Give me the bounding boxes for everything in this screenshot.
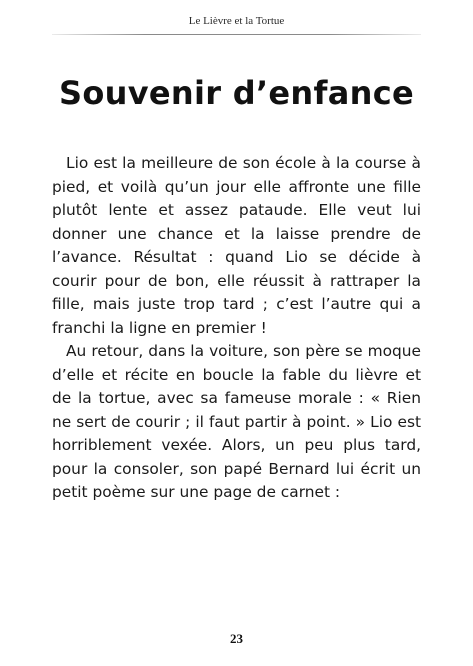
page-number: 23 — [230, 631, 243, 646]
header-rule — [52, 34, 421, 35]
paragraph: Lio est la meilleure de son école à la course à pied, et voilà qu’un jour elle affronte une fille plutôt lente et assez pataude. Elle veut lui donner une chance et la laisse prendre de l’avance. Résultat : quand Lio se décide à courir pour de bon, elle réussit à rattraper la fille, mais juste trop tard ; c’est l’autre qui a franchi la ligne en premier ! — [52, 154, 421, 337]
body-text — [52, 152, 421, 505]
paragraph: Au retour, dans la voiture, son père se moque d’elle et récite en boucle la fable du lièvre et de la tortue, avec sa fameuse morale : « Rien ne sert de courir ; il faut partir à point. » Lio est horriblement vexée. Alors, un peu plus tard, pour la consoler, son papé Bernard lui écrit un petit poème sur une page de carnet : — [52, 342, 421, 501]
chapter-title: Souvenir d’enfance — [59, 74, 414, 112]
running-header: Le Lièvre et la Tortue — [188, 15, 285, 27]
